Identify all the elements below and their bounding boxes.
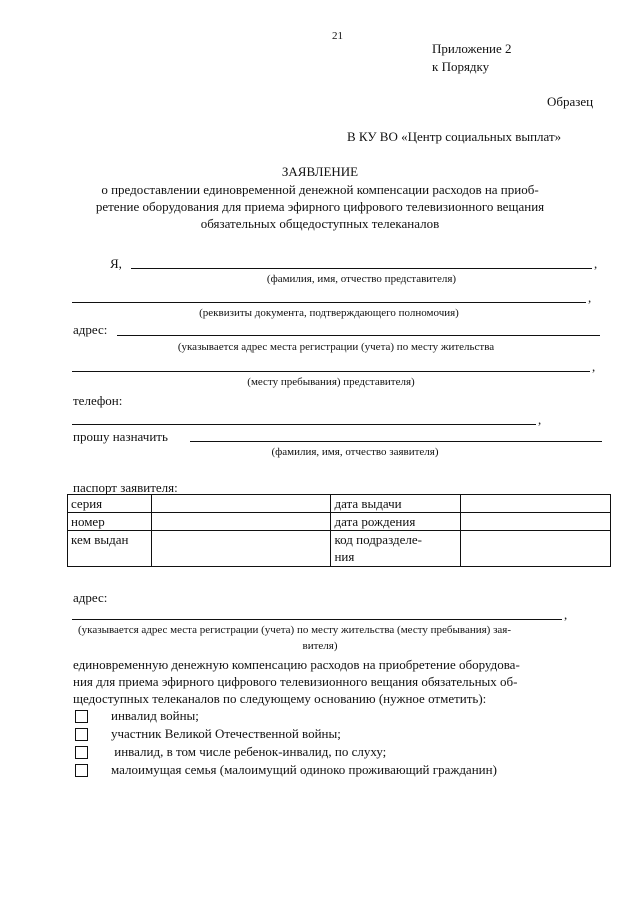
applicant-address-field[interactable] bbox=[72, 619, 562, 620]
unit-code-label bbox=[331, 531, 461, 567]
comma: , bbox=[594, 256, 598, 271]
phone-field[interactable] bbox=[72, 424, 536, 425]
authority-document-hint: (реквизиты документа, подтверждающего полномочия) bbox=[199, 307, 459, 319]
table-row bbox=[68, 513, 611, 531]
birth-date-label: дата рождения bbox=[331, 513, 461, 531]
issue-date-label: дата выдачи bbox=[331, 495, 461, 513]
issued-by-field[interactable] bbox=[151, 531, 331, 567]
unit-code-label-line-1: код подразделе- bbox=[334, 532, 422, 547]
option-checkbox-wwii-participant[interactable] bbox=[75, 728, 88, 741]
comma: , bbox=[592, 359, 596, 374]
assign-label: прошу назначить bbox=[73, 429, 168, 444]
page-number: 21 bbox=[332, 30, 343, 42]
passport-table bbox=[67, 494, 611, 567]
appendix-line-1: Приложение 2 bbox=[432, 41, 512, 56]
representative-address-hint: (указывается адрес места регистрации (учета) по месту жительства bbox=[177, 341, 495, 353]
comma: , bbox=[588, 290, 592, 305]
unit-code-label-line-2: ния bbox=[334, 549, 355, 564]
statement-heading: ЗАЯВЛЕНИЕ bbox=[281, 164, 359, 179]
option-wwii-participant: участник Великой Отечественной войны; bbox=[111, 726, 341, 741]
passport-label: паспорт заявителя: bbox=[73, 480, 178, 495]
representative-name-field[interactable] bbox=[131, 268, 592, 269]
representative-name-hint: (фамилия, имя, отчество представителя) bbox=[266, 273, 457, 285]
number-field[interactable] bbox=[151, 513, 331, 531]
issue-date-field[interactable] bbox=[461, 495, 611, 513]
option-hearing-invalid: инвалид, в том числе ребенок-инвалид, по слуху; bbox=[111, 744, 387, 759]
option-checkbox-low-income[interactable] bbox=[75, 764, 88, 777]
option-war-invalid: инвалид войны; bbox=[111, 708, 199, 723]
option-checkbox-hearing-invalid[interactable] bbox=[75, 746, 88, 759]
i-label: Я, bbox=[110, 256, 122, 271]
phone-label: телефон: bbox=[73, 393, 123, 408]
authority-document-field[interactable] bbox=[72, 302, 586, 303]
applicant-name-field[interactable] bbox=[190, 441, 602, 442]
sample-label: Образец bbox=[547, 94, 594, 109]
series-label: серия bbox=[68, 495, 152, 513]
applicant-address-hint-2: вителя) bbox=[302, 640, 338, 652]
issued-by-label: кем выдан bbox=[68, 531, 152, 567]
option-low-income: малоимущая семья (малоимущий одиноко проживающий гражданин) bbox=[111, 762, 497, 777]
applicant-address-hint: (указывается адрес места регистрации (учета) по месту жительства (месту пребывания) зая- bbox=[78, 624, 512, 636]
statement-subtitle-line-2: ретение оборудования для приема эфирного цифрового телевизионного вещания bbox=[95, 199, 545, 214]
appendix-line-2: к Порядку bbox=[432, 59, 490, 74]
addressee: В КУ ВО «Центр социальных выплат» bbox=[347, 129, 562, 144]
series-field[interactable] bbox=[151, 495, 331, 513]
body-line-2: ния для приема эфирного цифрового телевизионного вещания обязательных об- bbox=[73, 674, 518, 689]
body-line-1: единовременную денежную компенсацию расходов на приобретение оборудова- bbox=[73, 657, 520, 672]
applicant-name-hint: (фамилия, имя, отчество заявителя) bbox=[271, 446, 439, 458]
unit-code-field[interactable] bbox=[461, 531, 611, 567]
statement-subtitle-line-3: обязательных общедоступных телеканалов bbox=[200, 216, 440, 231]
representative-address-hint-2: (месту пребывания) представителя) bbox=[247, 376, 415, 388]
statement-subtitle-line-1: о предоставлении единовременной денежной компенсации расходов на приоб- bbox=[101, 182, 539, 197]
applicant-address-label: адрес: bbox=[73, 590, 108, 605]
table-row bbox=[68, 495, 611, 513]
table-row bbox=[68, 531, 611, 567]
body-line-3: щедоступных телеканалов по следующему основанию (нужное отметить): bbox=[73, 691, 487, 706]
comma: , bbox=[564, 607, 568, 622]
option-checkbox-war-invalid[interactable] bbox=[75, 710, 88, 723]
representative-address-label: адрес: bbox=[73, 322, 108, 337]
representative-address-field-2[interactable] bbox=[72, 371, 590, 372]
comma: , bbox=[538, 412, 542, 427]
number-label: номер bbox=[68, 513, 152, 531]
birth-date-field[interactable] bbox=[461, 513, 611, 531]
representative-address-field[interactable] bbox=[117, 335, 600, 336]
